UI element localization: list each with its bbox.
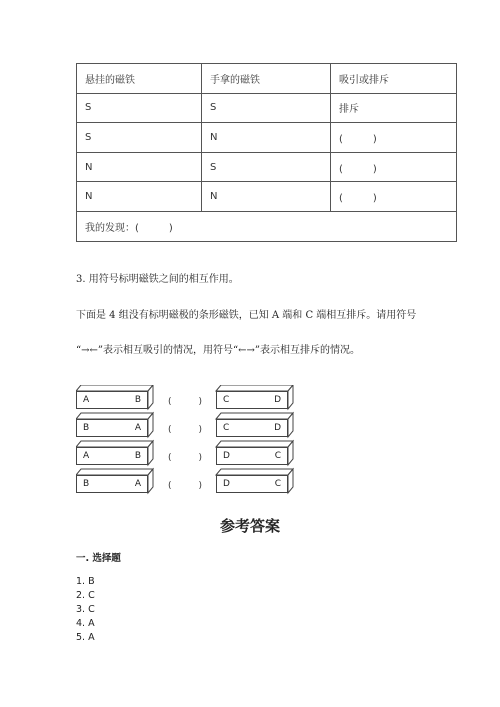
magnet-pole: C [274,451,281,461]
answer-item: 5. A [76,632,95,643]
finding-cell[interactable]: 我的发现：( ) [77,211,457,241]
table-cell: S [202,93,331,123]
magnet-pole: A [83,451,90,461]
magnet-right-3 [216,447,288,465]
table-cell: N [77,152,202,182]
table-cell: 排斥 [331,93,457,123]
magnet-pole: C [274,479,281,489]
answer-item: 1. B [76,576,95,587]
magnet-table [76,63,457,242]
table-cell-blank[interactable]: ( ) [331,123,457,153]
magnet-pole: D [274,423,281,433]
magnet-pole: D [223,451,230,461]
table-cell-blank[interactable]: ( ) [331,152,457,182]
answer-blank[interactable]: ( ) [168,397,203,407]
table-header-cell: 悬挂的磁铁 [77,64,202,94]
magnet-right-4 [216,475,288,493]
answers-title: 参考答案 [219,517,280,535]
answer-blank[interactable]: ( ) [168,425,203,435]
magnet-pole: C [223,423,230,433]
magnet-pole: A [134,423,141,433]
table-row [77,152,457,182]
magnet-left-2 [76,419,148,437]
question-3-line-1: 下面是 4 组没有标明磁极的条形磁铁，已知 A 端和 C 端相互排斥。请用符号 [76,310,417,321]
table-header-row [77,64,457,94]
question-3-title: 3. 用符号标明磁铁之间的相互作用。 [76,274,239,285]
table-cell: N [202,182,331,212]
table-finding-row [77,211,457,241]
magnet-pole: B [83,479,90,489]
answer-item: 2. C [76,590,95,601]
magnet-pole: D [223,479,230,489]
magnet-right-1 [216,391,288,409]
magnet-pole: D [274,395,281,405]
magnet-right-2 [216,419,288,437]
answer-blank[interactable]: ( ) [168,481,203,491]
magnets-diagram [76,385,306,495]
magnet-left-3 [76,447,148,465]
answer-blank[interactable]: ( ) [168,453,203,463]
magnet-left-1 [76,391,148,409]
magnet-pole: B [134,451,141,461]
answer-item: 4. A [76,618,95,629]
magnet-pole: A [83,395,90,405]
table-row [77,93,457,123]
magnet-pole: C [223,395,230,405]
question-3-line-2: “→←”表示相互吸引的情况，用符号“←→”表示相互排斥的情况。 [76,345,360,356]
table-header-cell: 手拿的磁铁 [202,64,331,94]
table-row [77,123,457,153]
magnet-pole: B [83,423,90,433]
magnet-pole: A [134,479,141,489]
magnet-pole: B [134,395,141,405]
table-header-cell: 吸引或排斥 [331,64,457,94]
table-cell: S [202,152,331,182]
table-cell: N [202,123,331,153]
table-row [77,182,457,212]
table-cell: S [77,123,202,153]
table-cell: S [77,93,202,123]
answer-item: 3. C [76,604,95,615]
answers-section-title: 一. 选择题 [76,553,121,564]
table-cell: N [77,182,202,212]
magnet-left-4 [76,475,148,493]
table-cell-blank[interactable]: ( ) [331,182,457,212]
